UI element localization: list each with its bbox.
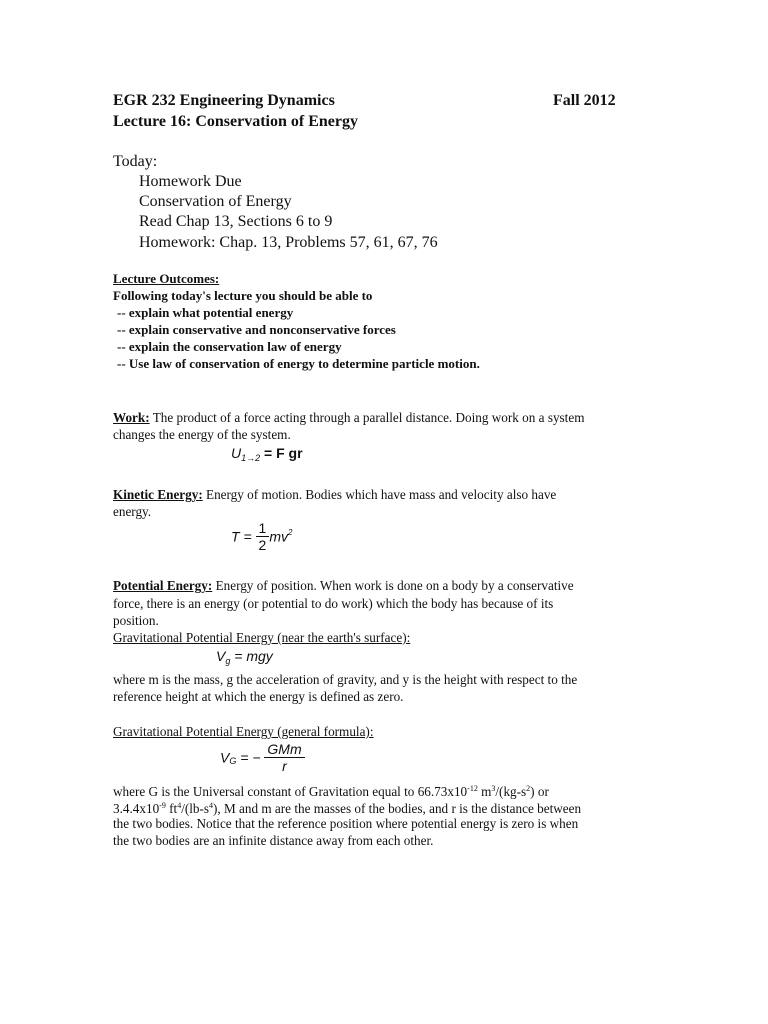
kinetic-fraction: $\frac{1}{2}$ (256, 520, 270, 553)
term: Fall 2012 (553, 92, 616, 109)
grav-general-heading: Gravitational Potential Energy (general formula): (113, 724, 374, 739)
potential-label: Potential Energy: (113, 578, 213, 593)
grav-general-text-1: where G is the Universal constant of Gravitation equal to $66.73x10^{-12}$ $m^3/(kg-s^2)$ or (113, 784, 549, 799)
grav-fraction: $\frac{\text{GMm}}{r}$ (264, 741, 304, 774)
work-line (113, 409, 584, 427)
outcomes-heading: Lecture Outcomes: (113, 271, 220, 286)
outcome-item: -- explain conservative and nonconservative forces (117, 322, 396, 337)
grav-near-equation: $V_g$ = mgy (216, 648, 273, 666)
work-label: Work: (113, 410, 150, 425)
outcome-item: -- explain the conservation law of energy (117, 339, 342, 354)
grav-general-text-4: the two bodies are an infinite distance away from each other. (113, 833, 434, 848)
outcome-item: -- explain what potential energy (117, 305, 294, 320)
potential-text-2: force, there is an energy (or potential to do work) which the body has because of its (113, 596, 554, 611)
outcomes-intro: Following today's lecture you should be able to (113, 288, 373, 303)
today-item: Homework: Chap. 13, Problems 57, 61, 67, 76 (139, 234, 438, 251)
grav-near-text-1: where m is the mass, g the acceleration of gravity, and y is the height with respect to the (113, 672, 578, 687)
potential-line (113, 577, 574, 595)
today-label: Today: (113, 153, 158, 170)
potential-text: Energy of position. When work is done on a body by a conservative (212, 578, 574, 593)
outcome-item: -- Use law of conservation of energy to determine particle motion. (117, 356, 480, 371)
potential-text-3: position. (113, 613, 159, 628)
grav-near-text-2: reference height at which the energy is defined as zero. (113, 689, 404, 704)
today-item: Conservation of Energy (139, 193, 292, 210)
kinetic-equation: T = $\frac{1}{2}$ $mv^2$ (231, 520, 293, 553)
work-text-2: changes the energy of the system. (113, 427, 291, 442)
work-equation: $U_{1\to 2} = F$ gr (231, 445, 303, 463)
work-text: The product of a force acting through a parallel distance. Doing work on a system (149, 410, 585, 425)
grav-general-equation: $V_G$ = − $\frac{\text{GMm}}{r}$ (220, 741, 305, 774)
grav-general-text-3: the two bodies. Notice that the reference position where potential energy is zero is when (113, 816, 579, 831)
grav-general-text-2: $3.4.4x10^{-9}$ $ft^4/(lb-s^4)$, M and m are the masses of the bodies, and r is the distance between (113, 801, 582, 816)
lecture-title: Lecture 16: Conservation of Energy (113, 113, 358, 130)
grav-near-heading: Gravitational Potential Energy (near the earth's surface): (113, 630, 411, 645)
kinetic-line (113, 486, 556, 504)
today-item: Homework Due (139, 173, 242, 190)
kinetic-text-2: energy. (113, 504, 152, 519)
today-item: Read Chap 13, Sections 6 to 9 (139, 213, 333, 230)
kinetic-label: Kinetic Energy: (113, 487, 203, 502)
kinetic-text: Energy of motion. Bodies which have mass and velocity also have (202, 487, 557, 502)
course-title: EGR 232 Engineering Dynamics (113, 92, 335, 109)
